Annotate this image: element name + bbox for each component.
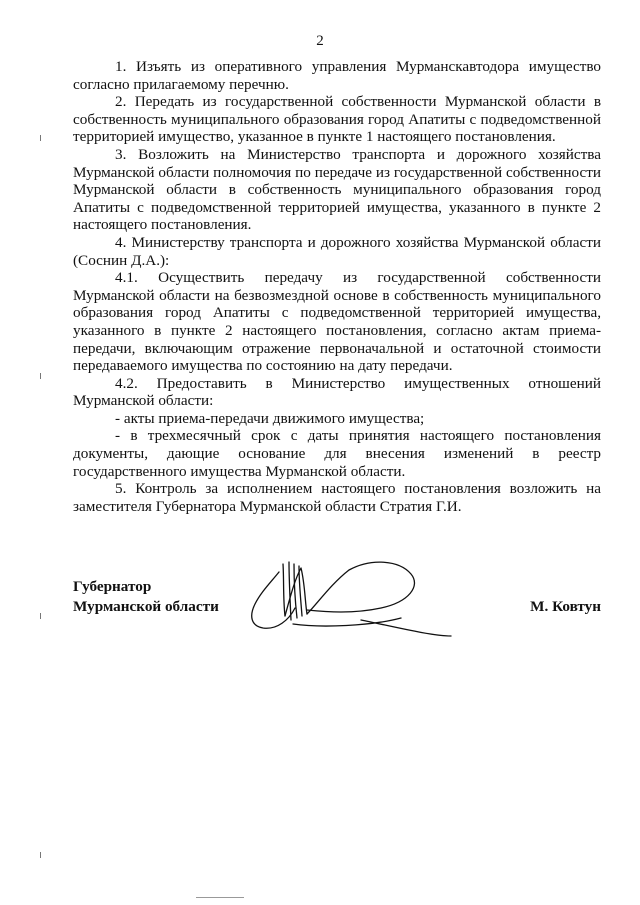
scan-mark xyxy=(40,852,41,858)
scan-mark xyxy=(40,373,41,379)
signature-block xyxy=(73,577,601,637)
page-number: 2 xyxy=(316,33,324,49)
paragraph-4: 4. Министерству транспорта и дорожного хозяйства Мурманской области (Соснин Д.А.): xyxy=(73,233,601,269)
signatory-title-line2: Мурманской области xyxy=(73,598,219,615)
scan-mark xyxy=(40,613,41,619)
signatory-title-line1: Губернатор xyxy=(73,578,152,595)
paragraph-3: 3. Возложить на Министерство транспорта и дорожного хозяйства Мурманской области полномочия по передаче из государственной собственности Мурманской области в собственность муниципального образования город Апатиты с подведомственной территорией имущества, указанного в пункте 2 настоящего постановления. xyxy=(73,145,601,234)
signatory-title xyxy=(73,577,219,617)
paragraph-5: 5. Контроль за исполнением настоящего постановления возложить на заместителя Губернатора Мурманской области Стратия Г.И. xyxy=(73,480,601,515)
footer-line xyxy=(196,897,244,898)
signatory-name: М. Ковтун xyxy=(530,598,601,615)
paragraph-4-2: 4.2. Предоставить в Министерство имущественных отношений Мурманской области: xyxy=(73,374,601,410)
paragraph-2: 2. Передать из государственной собственности Мурманской области в собственность муниципального образования город Апатиты с подведомственной территорией имущество, указанное в пункте 1 настоящего постановления. xyxy=(73,93,601,146)
scan-mark xyxy=(40,135,41,141)
list-item-acts: - акты приема-передачи движимого имущества; xyxy=(115,409,425,427)
paragraph-4-1: 4.1. Осуществить передачу из государственной собственности Мурманской области на безвозмездной основе в собственность муниципального образования город Апатиты с подведомственной территорией имущества, указанного в пункте 2 настоящего постановления, согласно актам приема-передачи, включающим отражение первоначальной и остаточной стоимости передаваемого имущества по состоянию на дату передачи. xyxy=(73,269,601,375)
document-body xyxy=(73,58,601,515)
list-item-documents: - в трехмесячный срок с даты принятия настоящего постановления документы, дающие основание для внесения изменений в реестр государственного имущества Мурманской области. xyxy=(73,427,601,480)
paragraph-1: 1. Изъять из оперативного управления Мурманскавтодора имущество согласно прилагаемому перечню. xyxy=(73,58,601,93)
handwritten-signature xyxy=(231,554,511,639)
